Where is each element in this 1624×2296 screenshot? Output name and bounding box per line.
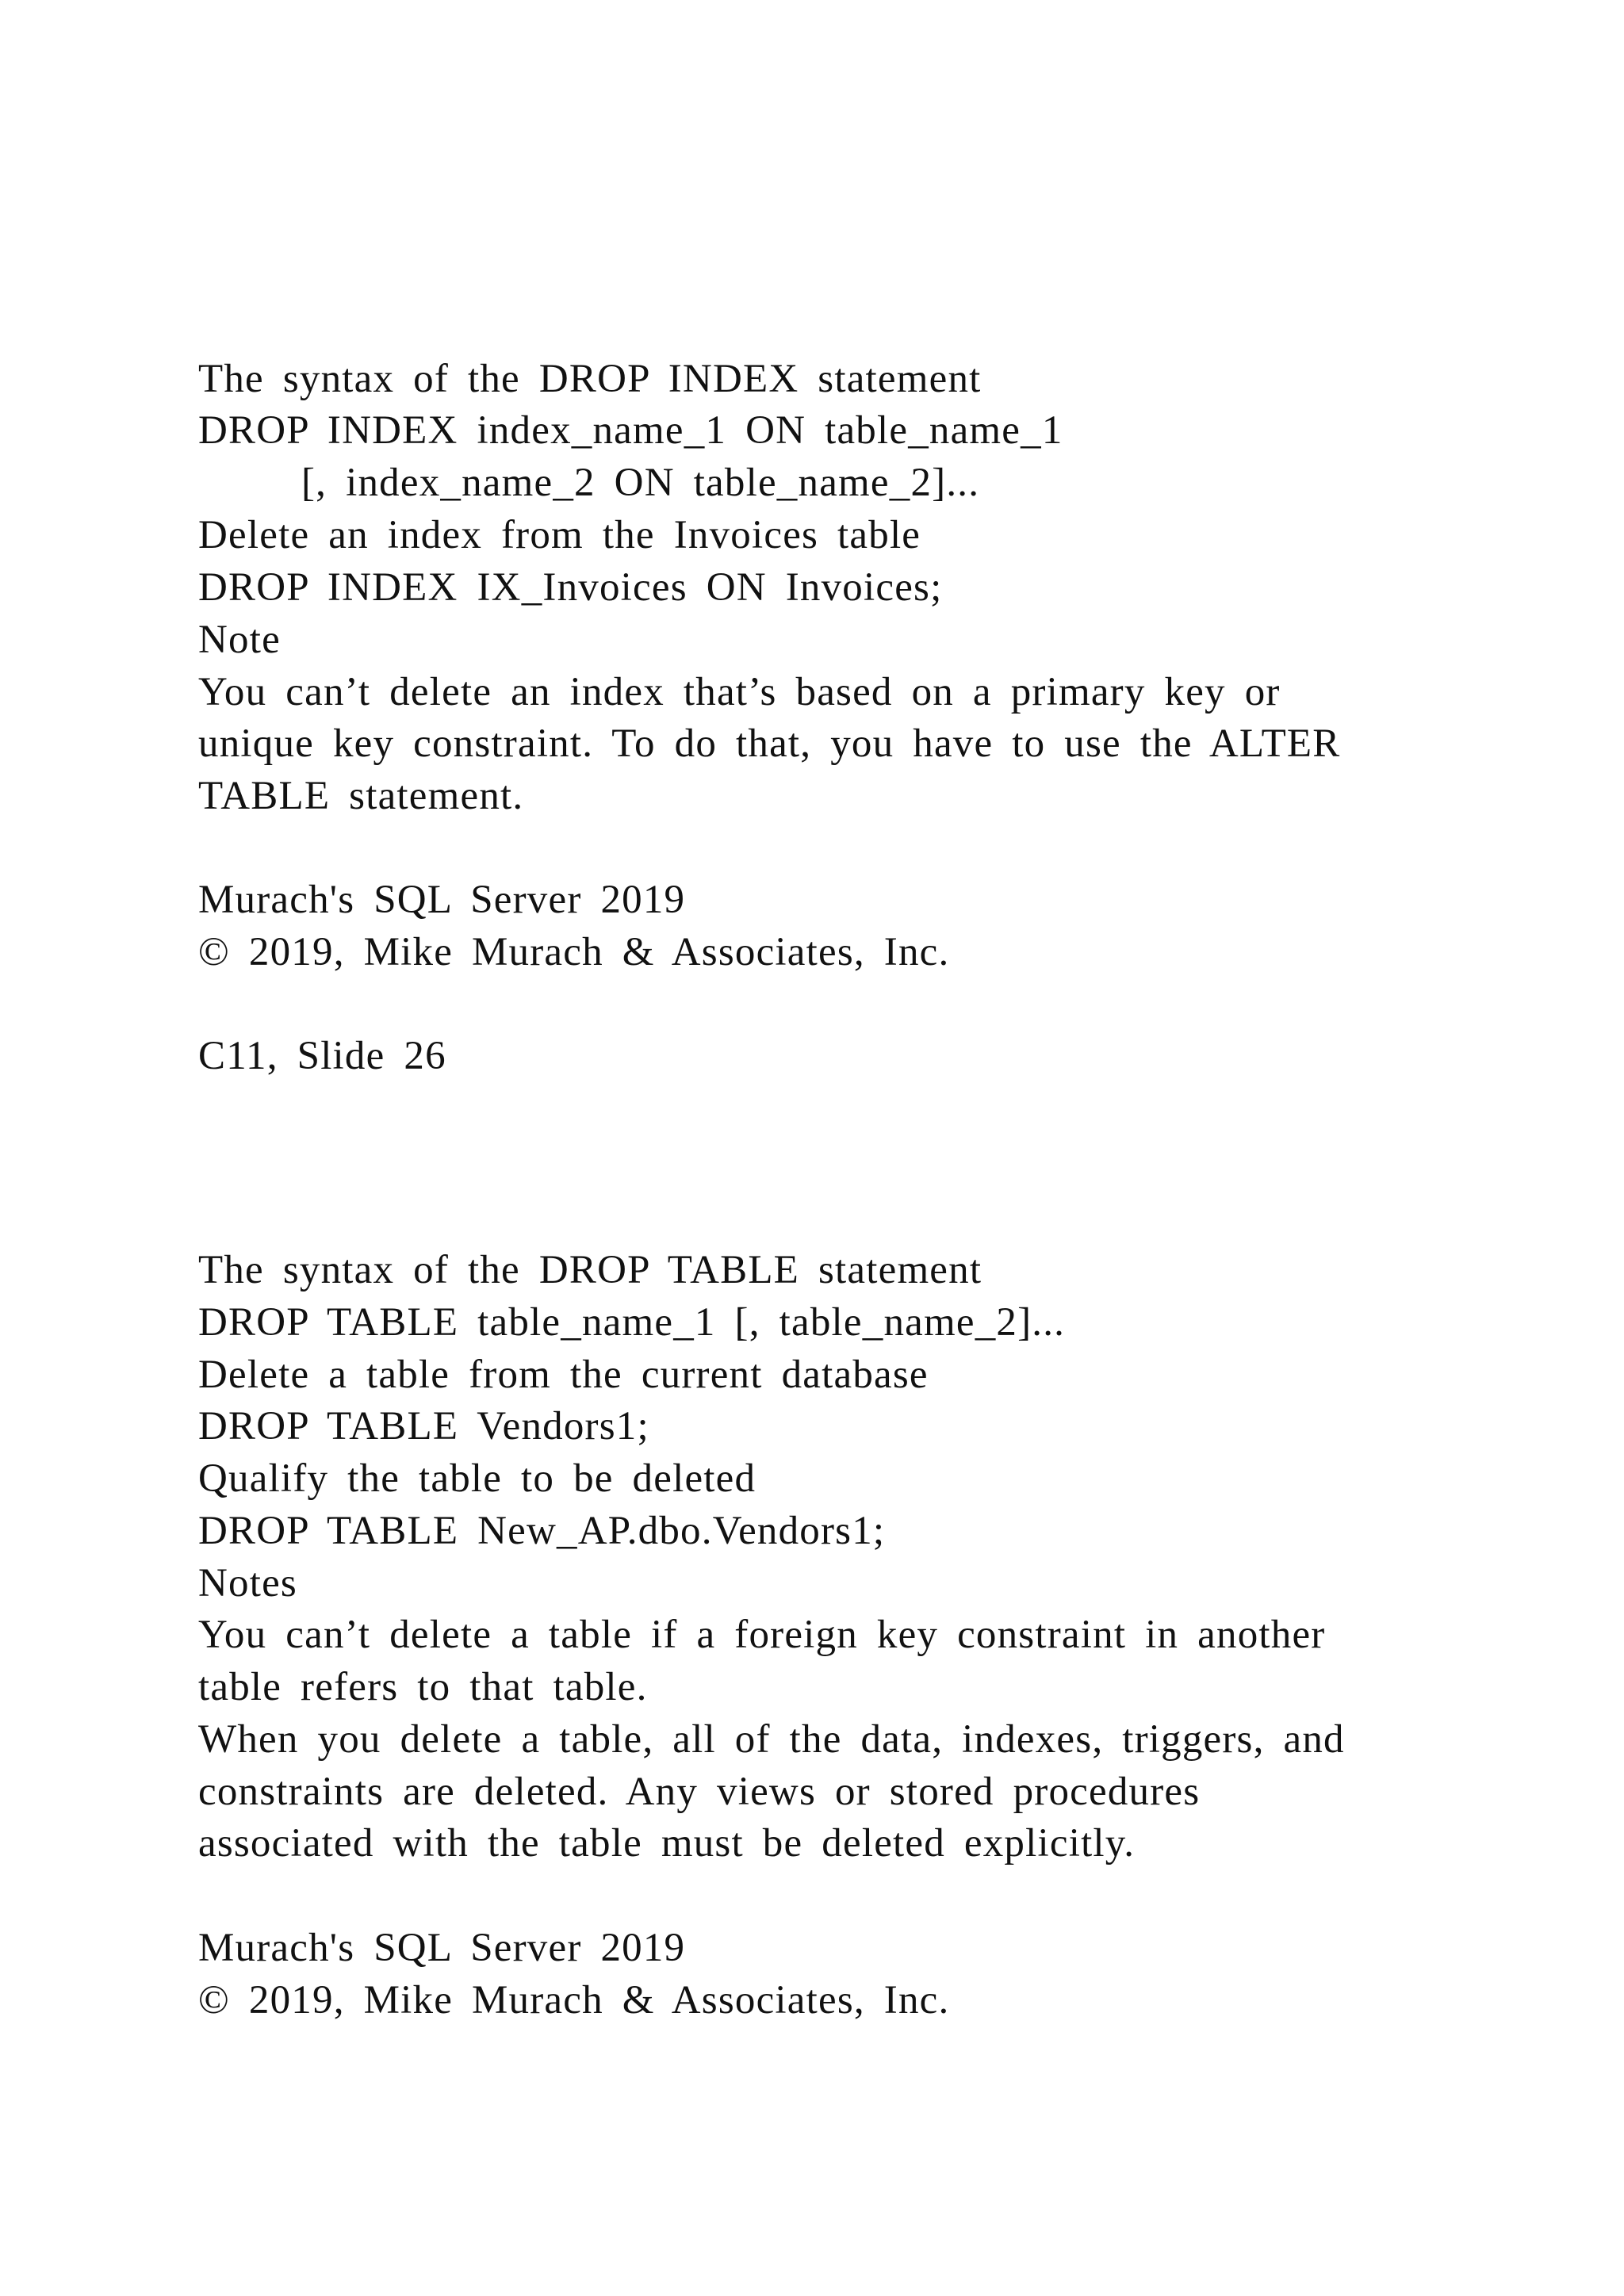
slide-1-footer-copyright: © 2019, Mike Murach & Associates, Inc.: [198, 930, 950, 974]
drop-index-example-heading: Delete an index from the Invoices table: [198, 513, 921, 557]
drop-table-example-1-code: DROP TABLE Vendors1;: [198, 1404, 649, 1448]
drop-index-example-code: DROP INDEX IX_Invoices ON Invoices;: [198, 565, 943, 610]
drop-index-syntax-heading: The syntax of the DROP INDEX statement: [198, 357, 982, 401]
drop-table-note-2-line-3: associated with the table must be deleted explicitly.: [198, 1821, 1136, 1866]
slide-1-number: C11, Slide 26: [198, 1034, 446, 1078]
drop-index-note-line-2: unique key constraint. To do that, you have to use the ALTER: [198, 721, 1341, 766]
drop-index-note-heading: Note: [198, 618, 281, 662]
drop-index-syntax-line-2: [, index_name_2 ON table_name_2]...: [301, 461, 980, 505]
drop-table-syntax-line-1: DROP TABLE table_name_1 [, table_name_2]...: [198, 1300, 1066, 1345]
drop-table-note-2-line-2: constraints are deleted. Any views or stored procedures: [198, 1770, 1201, 1814]
drop-index-note-line-3: TABLE statement.: [198, 774, 524, 818]
drop-index-syntax-line-1: DROP INDEX index_name_1 ON table_name_1: [198, 408, 1063, 453]
drop-table-note-2-line-1: When you delete a table, all of the data, indexes, triggers, and: [198, 1717, 1345, 1762]
slide-1-footer-title: Murach's SQL Server 2019: [198, 878, 686, 922]
slide-2-footer-copyright: © 2019, Mike Murach & Associates, Inc.: [198, 1978, 950, 2022]
drop-table-syntax-heading: The syntax of the DROP TABLE statement: [198, 1248, 982, 1292]
drop-table-notes-heading: Notes: [198, 1561, 297, 1605]
drop-table-note-1-line-1: You can’t delete a table if a foreign key constraint in another: [198, 1613, 1326, 1657]
drop-table-example-2-heading: Qualify the table to be deleted: [198, 1456, 756, 1501]
drop-index-note-line-1: You can’t delete an index that’s based on a primary key or: [198, 670, 1281, 714]
drop-table-note-1-line-2: table refers to that table.: [198, 1665, 648, 1709]
drop-table-example-1-heading: Delete a table from the current database: [198, 1353, 929, 1397]
slide-2-footer-title: Murach's SQL Server 2019: [198, 1926, 686, 1970]
drop-table-example-2-code: DROP TABLE New_AP.dbo.Vendors1;: [198, 1509, 886, 1553]
